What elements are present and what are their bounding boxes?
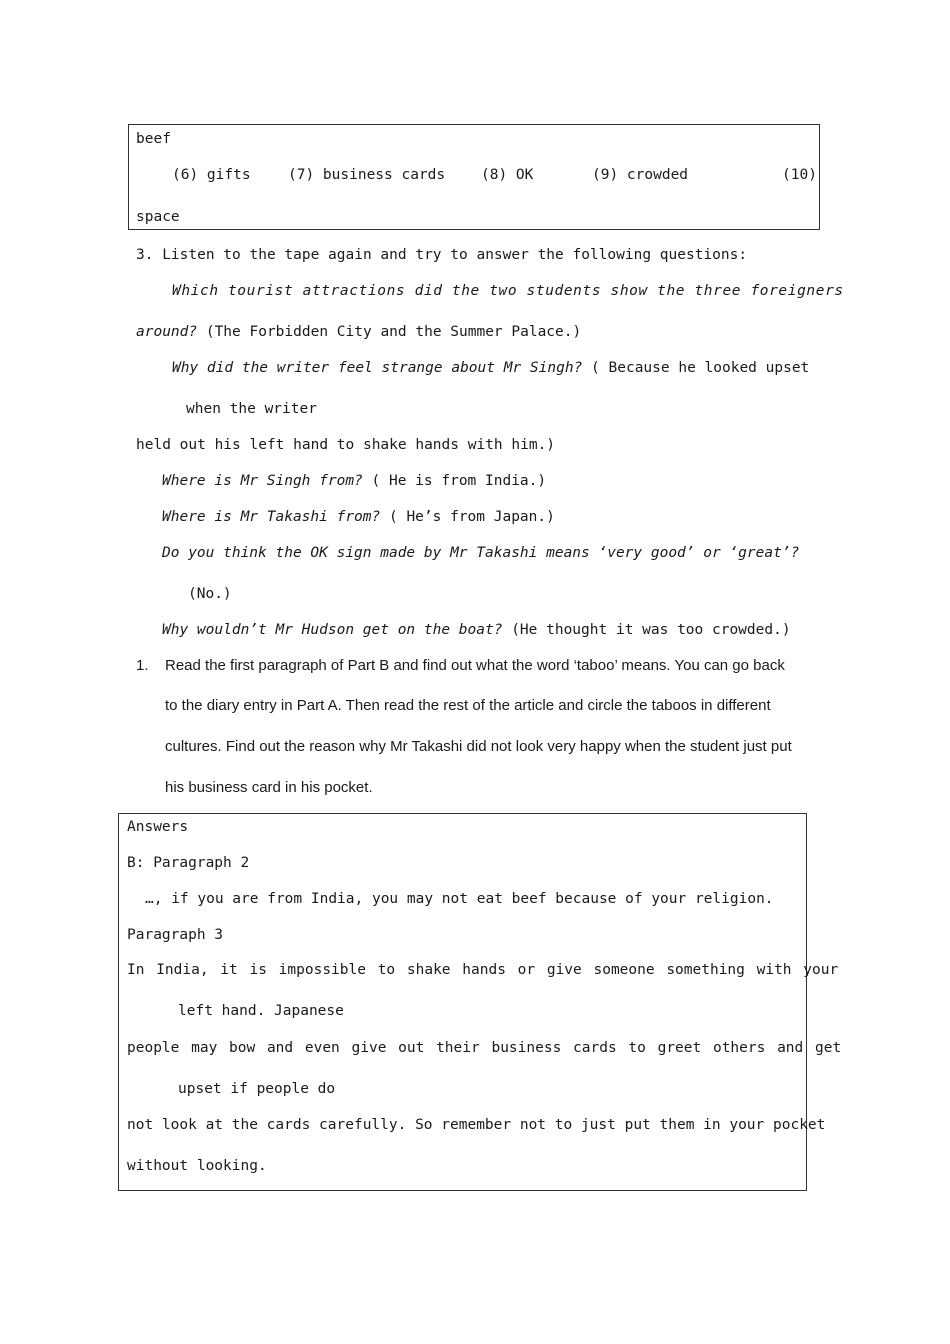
para3-line-5: not look at the cards carefully. So remember not to just put them in your pocket xyxy=(127,1117,826,1133)
q1-question-line2: around? xyxy=(136,324,198,340)
para2-heading: B: Paragraph 2 xyxy=(127,855,250,871)
q2-line1 xyxy=(172,360,809,376)
para3-heading: Paragraph 3 xyxy=(127,927,224,943)
para3-line-6: without looking. xyxy=(127,1158,267,1174)
q1-question-line1: Which tourist attractions did the two students show the three foreigners xyxy=(172,283,844,299)
para3-line-4: upset if people do xyxy=(178,1081,336,1097)
box1-item-10: (10) xyxy=(782,167,817,183)
q5-question: Do you think the OK sign made by Mr Takashi means ‘very good’ or ‘great’? xyxy=(162,545,800,561)
q3-question: Where is Mr Singh from? xyxy=(162,473,363,489)
q2-answer-part3: held out his left hand to shake hands with him.) xyxy=(136,437,556,453)
q5-answer: (No.) xyxy=(188,586,232,602)
para3-line-1: In India, it is impossible to shake hands or give someone something with your xyxy=(127,962,839,978)
box1-item-8: (8) OK xyxy=(481,167,534,183)
q6-question: Why wouldn’t Mr Hudson get on the boat? xyxy=(162,622,503,638)
task-line-2: to the diary entry in Part A. Then read the rest of the article and circle the taboos in different xyxy=(165,697,771,714)
para2-text: …, if you are from India, you may not eat beef because of your religion. xyxy=(145,891,774,907)
section3-heading: 3. Listen to the tape again and try to answer the following questions: xyxy=(136,247,748,263)
box1-item-6: (6) gifts xyxy=(172,167,251,183)
q6-answer: (He thought it was too crowded.) xyxy=(511,622,791,638)
box1-item-9: (9) crowded xyxy=(592,167,689,183)
q1-answer: (The Forbidden City and the Summer Palace.) xyxy=(205,324,582,340)
q4-answer: ( He’s from Japan.) xyxy=(388,509,555,525)
task-number: 1. xyxy=(136,657,149,674)
task-line-4: his business card in his pocket. xyxy=(165,779,373,796)
q6-line xyxy=(162,622,791,638)
q3-answer: ( He is from India.) xyxy=(371,473,547,489)
box1-line-space: space xyxy=(136,209,180,225)
task-line-3: cultures. Find out the reason why Mr Takashi did not look very happy when the student just put xyxy=(165,738,792,755)
q2-answer-part1: ( Because he looked upset xyxy=(591,360,810,376)
q4-question: Where is Mr Takashi from? xyxy=(162,509,381,525)
task-line-1: Read the first paragraph of Part B and find out what the word ‘taboo’ means. You can go back xyxy=(165,657,785,674)
q2-answer-part2: when the writer xyxy=(186,401,317,417)
q2-question: Why did the writer feel strange about Mr Singh? xyxy=(172,360,583,376)
box1-item-7: (7) business cards xyxy=(288,167,446,183)
para3-line-3: people may bow and even give out their business cards to greet others and get xyxy=(127,1040,842,1056)
box1-line-beef: beef xyxy=(136,131,171,147)
q3-line xyxy=(162,473,546,489)
answers-title: Answers xyxy=(127,819,189,835)
q4-line xyxy=(162,509,555,525)
q1-line2 xyxy=(136,324,581,340)
para3-line-2: left hand. Japanese xyxy=(178,1003,344,1019)
